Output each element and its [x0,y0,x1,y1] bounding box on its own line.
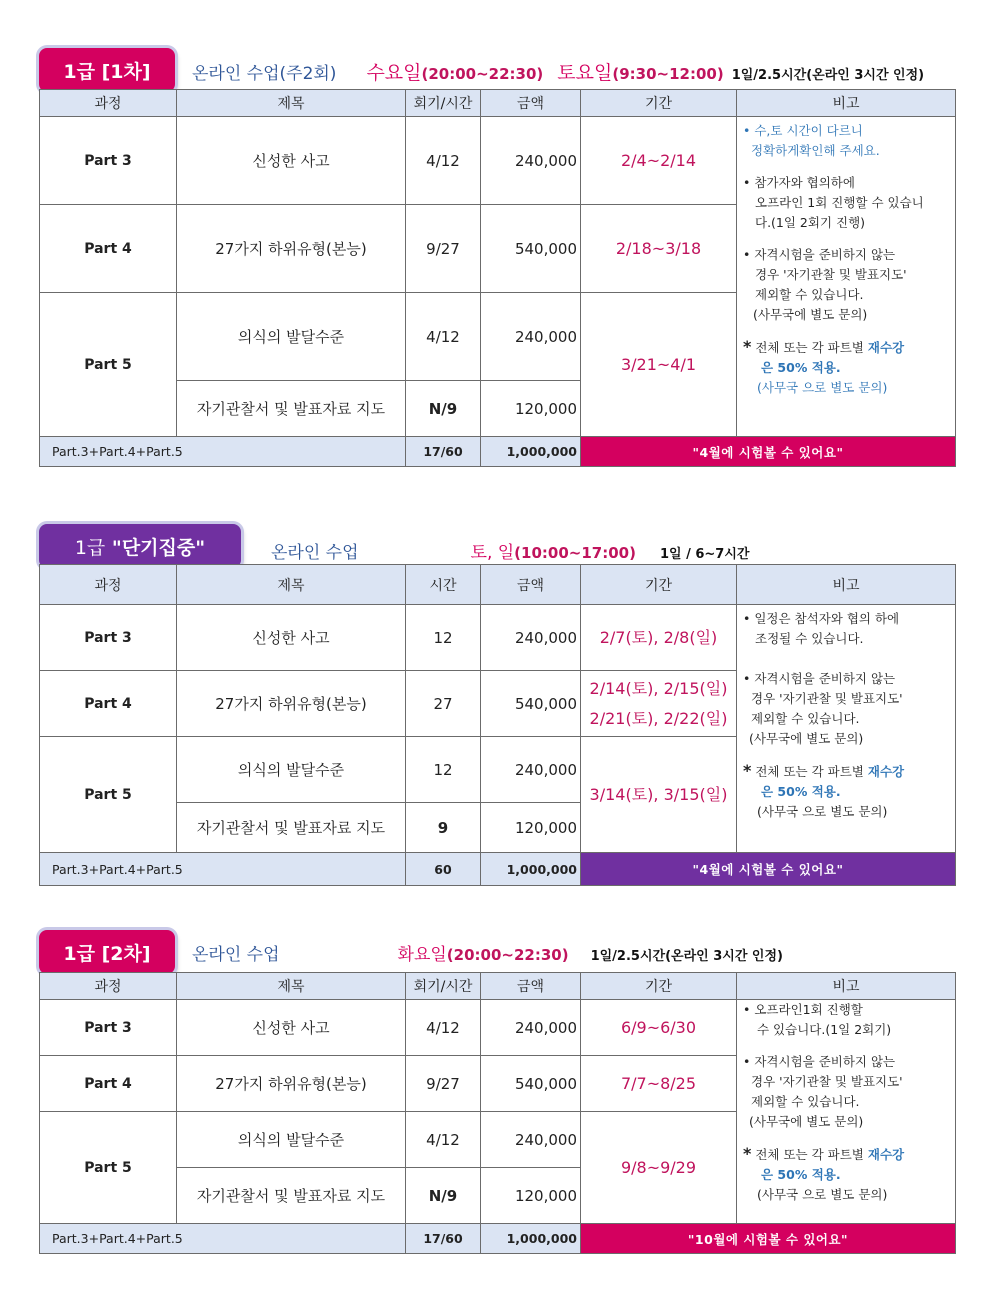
table-header-row [40,973,956,1000]
col-title: 제목 [177,90,406,117]
remark-line: 전체 또는 각 파트별 [755,764,864,779]
amount-cell: 540,000 [481,1056,581,1112]
title-cell: 의식의 발달수준 [177,1112,406,1168]
title-cell: 신성한 사고 [177,605,406,671]
remark-line: (사무국 으로 별도 문의) [757,380,888,395]
amount-cell: 120,000 [481,803,581,853]
total-label: Part.3+Part.4+Part.5 [40,437,406,467]
section-1 [39,48,955,470]
schedule-table [39,89,956,467]
hours-note: 1일/2.5시간(온라인 3시간 인정) [590,949,783,964]
count-cell: 4/12 [406,1000,481,1056]
badge-label: 1급 [74,536,106,559]
total-row [40,437,956,467]
table-header-row [40,90,956,117]
remark-line: (사무국 으로 별도 문의) [757,804,888,819]
total-label: Part.3+Part.4+Part.5 [40,853,406,886]
remark-line: 전체 또는 각 파트별 [755,340,864,355]
total-count: 60 [406,853,481,886]
day-label: 수요일 [366,62,422,84]
remark-line: 정확하게확인해 주세요. [751,143,880,158]
remark-line: 제외할 수 있습니다. [751,1094,860,1109]
period-cell: 6/9~6/30 [581,1000,737,1056]
hours-note: 1일/2.5시간(온라인 3시간 인정) [731,68,925,83]
day-label-2: 토요일 [557,62,613,84]
period-line: 2/14(토), 2/15(일) [589,678,728,698]
time-label: (10:00~17:00) [514,544,636,562]
time-label: (20:00~22:30) [421,65,544,83]
amount-cell: 120,000 [481,1168,581,1224]
title-cell: 자기관찰서 및 발표자료 지도 [177,803,406,853]
amount-cell: 120,000 [481,381,581,437]
remark-line: • 참가자와 협의하에 [743,175,855,190]
part-cell: Part 5 [40,737,177,853]
period-cell: 3/21~4/1 [581,293,737,437]
col-amount: 금액 [481,973,581,1000]
period-cell: 2/18~3/18 [581,205,737,293]
badge-label: 1급 [1차] [63,60,151,83]
title-cell: 의식의 발달수준 [177,293,406,381]
amount-cell: 240,000 [481,1112,581,1168]
col-course: 과정 [40,565,177,605]
title-cell: 신성한 사고 [177,117,406,205]
remark-line: 경우 '자기관찰 및 발표지도' [751,1074,903,1089]
title-cell: 27가지 하위유형(본능) [177,1056,406,1112]
time-label: (20:00~22:30) [446,946,569,964]
part-cell: Part 5 [40,293,177,437]
asterisk-icon: * [743,1144,752,1163]
exam-banner: "10월에 시험볼 수 있어요" [581,1224,956,1254]
remark-line: 경우 '자기관찰 및 발표지도' [755,267,907,282]
count-cell: 9 [406,803,481,853]
part-cell: Part 3 [40,1000,177,1056]
remarks-cell [737,1000,956,1224]
period-cell [581,671,737,737]
col-remarks: 비고 [737,90,956,117]
col-sessions: 회기/시간 [406,90,481,117]
count-cell: 4/12 [406,1112,481,1168]
hours-note: 1일 / 6~7시간 [659,547,750,562]
table-row [40,117,956,205]
section-header [271,538,749,562]
col-hours: 시간 [406,565,481,605]
table-header-row [40,565,956,605]
col-title: 제목 [177,565,406,605]
period-cell: 2/4~2/14 [581,117,737,205]
count-cell: N/9 [406,1168,481,1224]
remark-line: 수 있습니다.(1일 2회기) [757,1022,892,1037]
remark-line: • 일정은 참석자와 협의 하에 [743,611,900,626]
col-remarks: 비고 [737,973,956,1000]
part-cell: Part 4 [40,671,177,737]
title-cell: 27가지 하위유형(본능) [177,205,406,293]
amount-cell: 240,000 [481,1000,581,1056]
title-cell: 의식의 발달수준 [177,737,406,803]
count-cell: 27 [406,671,481,737]
remark-line: (사무국에 별도 문의) [749,1114,864,1129]
period-cell: 3/14(토), 3/15(일) [581,737,737,853]
col-sessions: 회기/시간 [406,973,481,1000]
period-cell: 9/8~9/29 [581,1112,737,1224]
exam-banner: "4월에 시험볼 수 있어요" [581,437,956,467]
section-3 [39,930,955,1260]
total-amount: 1,000,000 [481,853,581,886]
col-amount: 금액 [481,565,581,605]
amount-cell: 240,000 [481,117,581,205]
col-remarks: 비고 [737,565,956,605]
period-line: 2/21(토), 2/22(일) [589,708,728,728]
remark-line: 전체 또는 각 파트별 [755,1147,864,1162]
title-cell: 자기관찰서 및 발표자료 지도 [177,381,406,437]
col-course: 과정 [40,973,177,1000]
section-badge [39,524,241,568]
count-cell: N/9 [406,381,481,437]
remark-line: 오프라인 1회 진행할 수 있습니 [755,195,924,210]
total-count: 17/60 [406,1224,481,1254]
remark-line: • 자격시험을 준비하지 않는 [743,247,896,262]
exam-banner: "4월에 시험볼 수 있어요" [581,853,956,886]
day-label: 화요일 [397,945,447,965]
online-label: 온라인 수업(주2회) [192,64,337,84]
remark-line: 경우 '자기관찰 및 발표지도' [751,691,903,706]
retake-label: 재수강 [867,1147,905,1162]
part-cell: Part 3 [40,605,177,671]
title-cell: 27가지 하위유형(본능) [177,671,406,737]
retake-label: 재수강 [867,764,905,779]
period-cell: 2/7(토), 2/8(일) [581,605,737,671]
section-badge [39,930,175,974]
total-count: 17/60 [406,437,481,467]
asterisk-icon: * [743,337,752,356]
count-cell: 9/27 [406,205,481,293]
part-cell: Part 4 [40,205,177,293]
remark-line: • 자격시험을 준비하지 않는 [743,1054,896,1069]
count-cell: 9/27 [406,1056,481,1112]
col-period: 기간 [581,90,737,117]
total-amount: 1,000,000 [481,437,581,467]
remark-line: 다.(1일 2회기 진행) [755,215,866,230]
schedule-table [39,564,956,886]
section-header [192,58,924,82]
count-cell: 4/12 [406,117,481,205]
total-row [40,853,956,886]
title-cell: 자기관찰서 및 발표자료 지도 [177,1168,406,1224]
title-cell: 신성한 사고 [177,1000,406,1056]
remarks-cell [737,605,956,853]
section-header [192,940,783,964]
amount-cell: 240,000 [481,293,581,381]
day-label: 토, 일 [470,543,515,563]
remark-line: (사무국 으로 별도 문의) [757,1187,888,1202]
remark-line: 은 50% 적용. [761,1167,841,1182]
col-amount: 금액 [481,90,581,117]
col-title: 제목 [177,973,406,1000]
table-row [40,1000,956,1056]
amount-cell: 240,000 [481,737,581,803]
remark-line: • 오프라인1회 진행할 [743,1002,863,1017]
part-cell: Part 3 [40,117,177,205]
period-cell: 7/7~8/25 [581,1056,737,1112]
amount-cell: 240,000 [481,605,581,671]
count-cell: 4/12 [406,293,481,381]
remarks-cell [737,117,956,437]
online-label: 온라인 수업 [271,543,359,563]
amount-cell: 540,000 [481,205,581,293]
part-cell: Part 4 [40,1056,177,1112]
part-cell: Part 5 [40,1112,177,1224]
remark-line: • 자격시험을 준비하지 않는 [743,671,896,686]
col-period: 기간 [581,565,737,605]
remark-line: • 수,토 시간이 다르니 [743,123,863,138]
remark-line: 은 50% 적용. [761,784,841,799]
retake-label: 재수강 [867,340,905,355]
asterisk-icon: * [743,761,752,780]
col-period: 기간 [581,973,737,1000]
col-course: 과정 [40,90,177,117]
total-label: Part.3+Part.4+Part.5 [40,1224,406,1254]
time-label-2: (9:30~12:00) [612,65,724,83]
remark-line: (사무국에 별도 문의) [749,731,864,746]
badge-label: 1급 [2차] [63,942,151,965]
online-label: 온라인 수업 [192,945,280,965]
table-row [40,605,956,671]
remark-line: (사무국에 별도 문의) [753,307,868,322]
count-cell: 12 [406,605,481,671]
remark-line: 제외할 수 있습니다. [751,711,860,726]
remark-line: 제외할 수 있습니다. [755,287,864,302]
amount-cell: 540,000 [481,671,581,737]
count-cell: 12 [406,737,481,803]
badge-label-emph: "단기집중" [111,536,206,559]
total-amount: 1,000,000 [481,1224,581,1254]
remark-line: 조정될 수 있습니다. [755,631,864,646]
total-row [40,1224,956,1254]
section-2 [39,524,955,888]
schedule-table [39,972,956,1254]
remark-line: 은 50% 적용. [761,360,841,375]
section-badge [39,48,175,92]
